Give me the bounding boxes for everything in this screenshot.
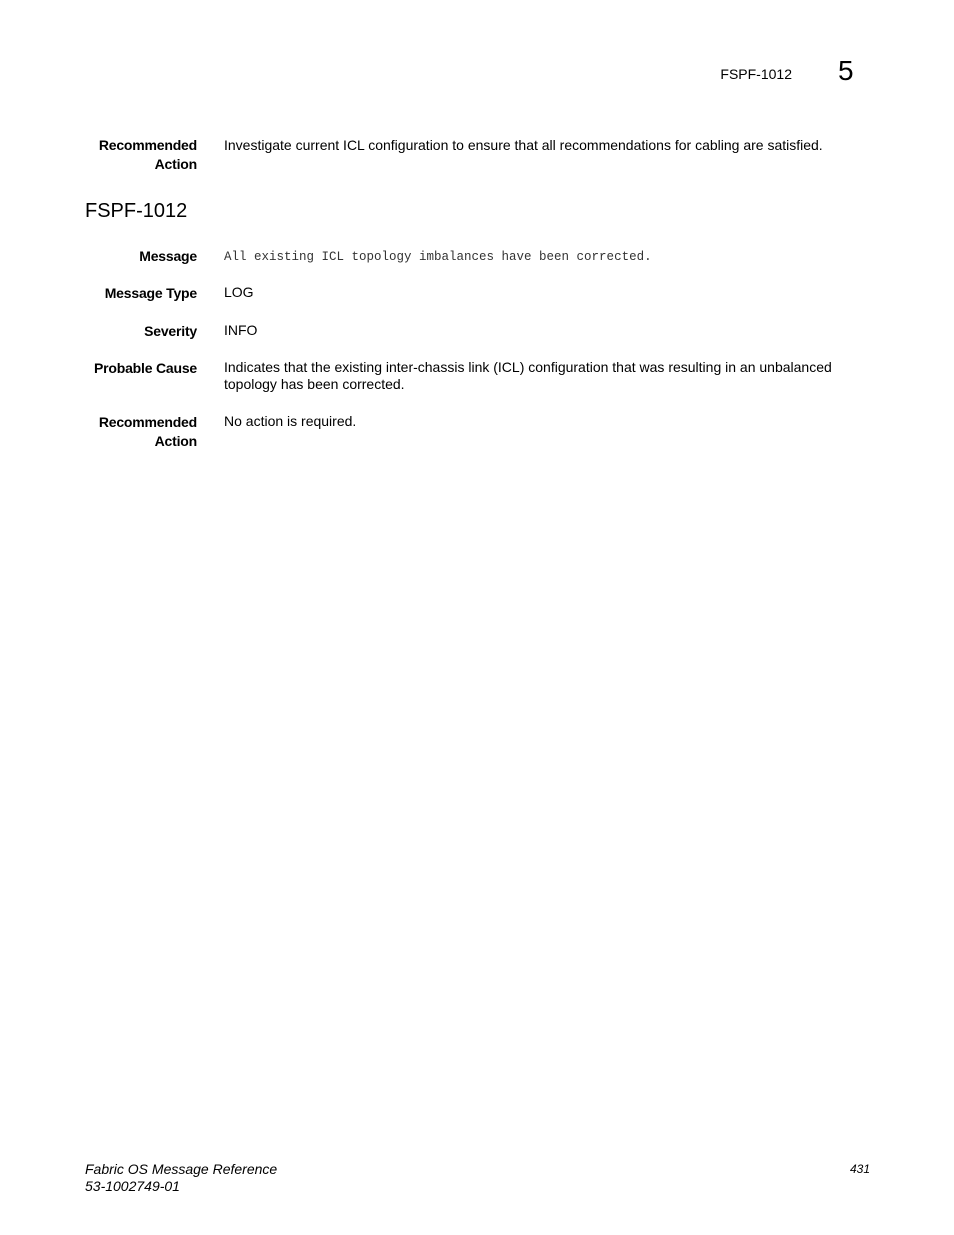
message-label: Message	[139, 248, 197, 264]
probable-cause-label: Probable Cause	[93, 360, 197, 376]
message-value: All existing ICL topology imbalances have been corrected.	[224, 250, 652, 264]
value-line: Indicates that the existing inter-chassis link (ICL) configuration that was resulting in an unbalanced	[224, 359, 832, 375]
label-line: Action	[154, 156, 197, 172]
footer-left	[85, 1161, 277, 1195]
severity-label: Severity	[144, 323, 197, 339]
chapter-number: 5	[838, 55, 854, 86]
recommended-action-label	[60, 413, 197, 451]
severity-value: INFO	[224, 322, 258, 338]
label-line: Recommended	[98, 137, 197, 153]
previous-recommended-action-label	[60, 136, 197, 174]
probable-cause-value	[224, 359, 854, 393]
recommended-action-value: No action is required.	[224, 413, 357, 429]
message-type-label: Message Type	[104, 285, 197, 301]
footer-doc-number: 53-1002749-01	[85, 1178, 180, 1194]
running-head-title: FSPF-1012	[720, 66, 792, 82]
label-line: Action	[154, 433, 197, 449]
value-line: topology has been corrected.	[224, 376, 405, 392]
entry-title: FSPF-1012	[85, 200, 188, 222]
footer-book-title: Fabric OS Message Reference	[85, 1161, 278, 1177]
label-line: Recommended	[98, 414, 197, 430]
footer-page-number: 431	[849, 1162, 870, 1176]
previous-recommended-action-value: Investigate current ICL configuration to ensure that all recommendations for cabling are satisfied.	[224, 137, 823, 153]
message-type-value: LOG	[224, 284, 254, 300]
